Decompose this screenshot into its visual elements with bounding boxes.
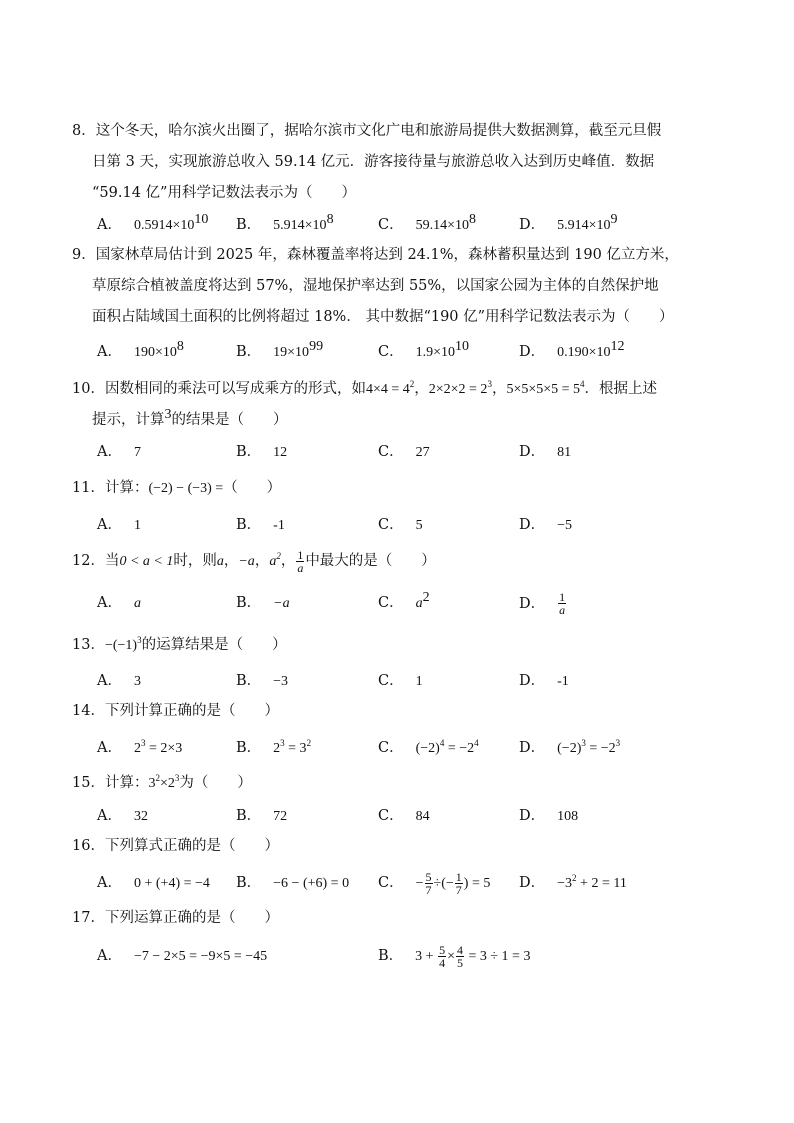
expression: $3^2\times 2^3$ <box>148 773 180 791</box>
question-text: 提示，计算 <box>92 412 165 428</box>
question-10: 10．因数相同的乘法可以写成乘方的形式，如$4\times 4 = 4^2$，$2\times 2\times 2 = 2^3$，$5\times 5\times 5\times 5 = 5^4$．根据上述 提示，计算$^3$的结果是（ ） <box>72 379 658 428</box>
question-text: 中最大的是（ ） <box>305 553 436 569</box>
option-d[interactable]: D． $\frac{1}{a}$ <box>519 590 566 617</box>
question-14 <box>72 696 732 727</box>
options-8 <box>97 213 737 237</box>
options-17 <box>97 943 737 971</box>
option-c[interactable]: C． 27 <box>378 444 430 460</box>
exponent: 3 <box>164 407 172 422</box>
option-d[interactable]: D． 108 <box>519 808 579 824</box>
question-text: 面积占陆域国土面积的比例将超过 18%． 其中数据“190 亿”用科学记数法表示为（ ） <box>92 309 674 325</box>
question-number: 13． <box>72 637 105 653</box>
option-b[interactable]: B． $5.914\times 10^8$ <box>236 212 334 233</box>
question-16 <box>72 831 732 862</box>
question-text: 计算： <box>104 775 149 791</box>
question-number: 15． <box>72 775 105 791</box>
question-text: 下列计算正确的是（ ） <box>104 703 279 719</box>
question-9 <box>72 240 732 333</box>
example-expression: $5\times 5\times 5\times 5 = 5^4$ <box>506 379 585 397</box>
option-a[interactable]: A． a <box>97 595 141 611</box>
question-number: 12． <box>72 553 105 569</box>
question-text: 的运算结果是（ ） <box>141 637 287 653</box>
question-number: 9． <box>72 247 96 263</box>
question-number: 10． <box>72 381 105 397</box>
option-b[interactable]: B． 3 + $\frac{5}{4}$ × $\frac{4}{5}$ = 3 ÷ 1 = 3 <box>378 943 531 971</box>
options-16 <box>97 870 737 898</box>
question-number: 14． <box>72 703 105 719</box>
question-17 <box>72 903 732 934</box>
options-10 <box>97 440 737 464</box>
fraction: $\frac{1}{a}$ <box>297 547 304 575</box>
question-text: 草原综合植被盖度将达到 57%，湿地保护率达到 55%，以国家公园为主体的自然保护地 <box>92 278 659 294</box>
options-15 <box>97 804 737 828</box>
options-13 <box>97 669 737 693</box>
options-14 <box>97 736 737 760</box>
question-text: 下列运算正确的是（ ） <box>104 910 279 926</box>
option-a[interactable]: A． 3 <box>97 673 141 689</box>
option-d[interactable]: D． $(-2)^3 = -2^3$ <box>519 738 621 756</box>
option-a[interactable]: A． $190\times 10^8$ <box>97 339 184 360</box>
option-c[interactable]: C． $(-2)^4 = -2^4$ <box>378 738 479 756</box>
option-c[interactable]: C． 84 <box>378 808 430 824</box>
option-a[interactable]: A． $2^3 = 2\times 3$ <box>97 738 183 756</box>
expression: $-(-1)^3$ <box>104 635 142 653</box>
option-d[interactable]: D． $-3^2 + 2 = 11$ <box>519 873 627 891</box>
option-a[interactable]: A． $0.5914\times 10^{10}$ <box>97 212 209 233</box>
option-d[interactable]: D． 81 <box>519 444 572 460</box>
option-c[interactable]: C． $59.14\times 10^8$ <box>378 212 477 233</box>
option-b[interactable]: B． -1 <box>236 517 285 533</box>
question-text: “59.14 亿”用科学记数法表示为（ ） <box>92 185 356 201</box>
option-d[interactable]: D． $0.190\times 10^{12}$ <box>519 339 625 360</box>
option-b[interactable]: B． $19\times 10^{99}$ <box>236 339 324 360</box>
option-b[interactable]: B． 12 <box>236 444 288 460</box>
question-number: 16． <box>72 838 105 854</box>
question-text: 下列算式正确的是（ ） <box>104 838 279 854</box>
question-12: 12．当0 < a < 1时，则a，−a，$a^2$， $\frac{1}{a}$ 中最大的是（ ） <box>72 547 436 575</box>
question-text: （ ） <box>223 480 282 496</box>
question-13 <box>72 630 732 661</box>
question-text: 的结果是（ ） <box>171 412 288 428</box>
question-8 <box>72 116 732 209</box>
question-text: 计算： <box>104 480 149 496</box>
option-a[interactable]: A． −7 − 2×5 = −9×5 = −45 <box>97 948 268 964</box>
option-b[interactable]: B． $2^3 = 3^2$ <box>236 738 312 756</box>
question-number: 11． <box>72 480 105 496</box>
option-c[interactable]: C． $1.9\times 10^{10}$ <box>378 339 470 360</box>
option-b[interactable]: B． −3 <box>236 673 289 689</box>
example-expression: $4\times 4 = 4^2$ <box>365 379 415 397</box>
options-11 <box>97 513 737 537</box>
option-b[interactable]: B． 72 <box>236 808 288 824</box>
question-text: 日第 3 天，实现旅游总收入 59.14 亿元．游客接待量与旅游总收入达到历史峰值．数据 <box>92 154 655 170</box>
question-number: 17． <box>72 910 105 926</box>
options-12 <box>97 591 737 615</box>
question-text: ．根据上述 <box>584 381 658 397</box>
option-c[interactable]: C． 5 <box>378 517 423 533</box>
question-15 <box>72 768 732 799</box>
question-text: 当 <box>104 553 120 569</box>
option-a[interactable]: A． 32 <box>97 808 148 824</box>
question-text: 因数相同的乘法可以写成乘方的形式，如 <box>104 381 366 397</box>
option-c[interactable]: C． $a^2$ <box>378 590 430 611</box>
question-number: 8． <box>72 123 96 139</box>
option-d[interactable]: D． −5 <box>519 517 573 533</box>
example-expression: $2\times 2\times 2 = 2^3$ <box>428 379 492 397</box>
expression: (−2) − (−3) = <box>148 481 224 496</box>
option-b[interactable]: B． −a <box>236 595 290 611</box>
option-a[interactable]: A． 1 <box>97 517 141 533</box>
question-text: 为（ ） <box>179 775 252 791</box>
option-d[interactable]: D． $5.914\times 10^9$ <box>519 212 618 233</box>
option-c[interactable]: C． 1 <box>378 673 423 689</box>
question-11 <box>72 473 732 504</box>
option-c[interactable]: C． − $\frac{5}{7}$ ÷(− $\frac{1}{7}$ ) = 5 <box>378 870 491 898</box>
condition: 0 < a < 1 <box>119 554 174 569</box>
question-text: 这个冬天，哈尔滨火出圈了，据哈尔滨市文化广电和旅游局提供大数据测算，截至元旦假 <box>95 123 662 139</box>
option-a[interactable]: A． 7 <box>97 444 141 460</box>
options-9 <box>97 340 737 364</box>
question-text: 国家林草局估计到 2025 年，森林覆盖率将达到 24.1%，森林蓄积量达到 190 亿立方米， <box>95 247 679 263</box>
question-text: 时，则 <box>173 553 217 569</box>
option-a[interactable]: A． 0 + (+4) = −4 <box>97 875 210 891</box>
option-d[interactable]: D． -1 <box>519 673 569 689</box>
option-b[interactable]: B． −6 − (+6) = 0 <box>236 875 350 891</box>
